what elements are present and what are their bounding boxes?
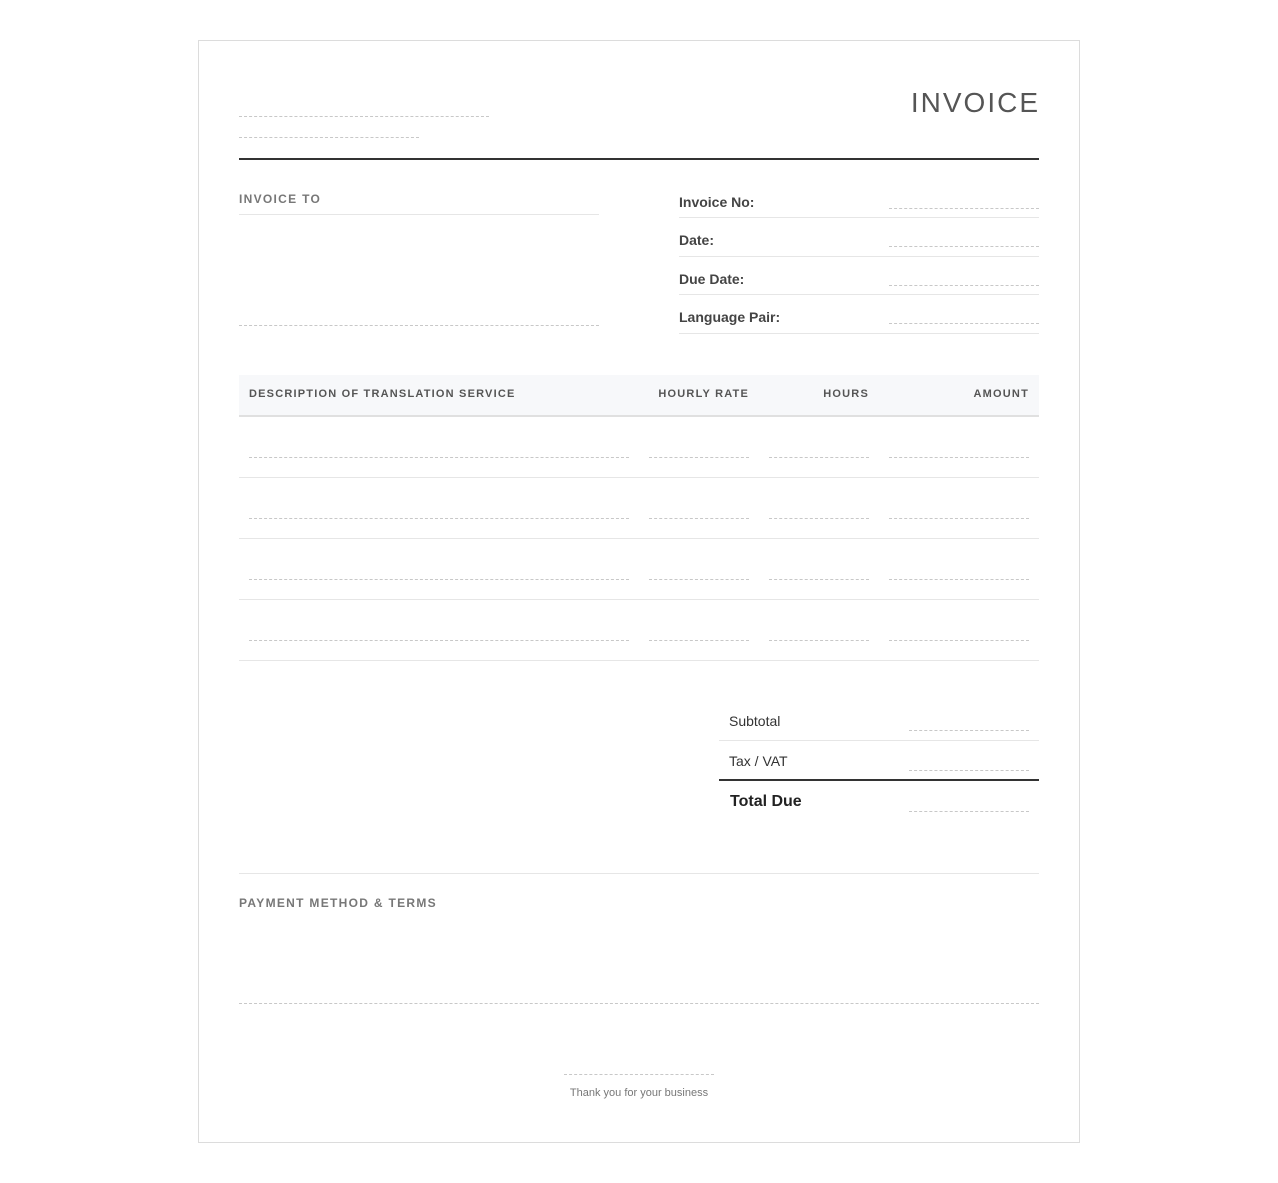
hours-cell[interactable] bbox=[769, 518, 869, 519]
description-cell[interactable] bbox=[249, 579, 629, 580]
company-address-line[interactable] bbox=[239, 137, 419, 138]
amount-cell[interactable] bbox=[889, 457, 1029, 458]
hours-cell[interactable] bbox=[769, 457, 869, 458]
hourly-rate-cell[interactable] bbox=[649, 579, 749, 580]
total-due-field[interactable] bbox=[909, 811, 1029, 812]
total-due-label: Total Due bbox=[730, 793, 802, 810]
date-field[interactable] bbox=[889, 246, 1039, 247]
amount-cell[interactable] bbox=[889, 518, 1029, 519]
column-header-description: DESCRIPTION OF TRANSLATION SERVICE bbox=[249, 388, 516, 400]
meta-row-divider bbox=[679, 294, 1039, 295]
description-cell[interactable] bbox=[249, 457, 629, 458]
total-divider bbox=[719, 779, 1039, 781]
thank-you-note: Thank you for your business bbox=[569, 1087, 709, 1099]
table-row-divider bbox=[239, 660, 1039, 661]
invoice-to-address-line[interactable] bbox=[239, 325, 599, 326]
invoice-no-label: Invoice No: bbox=[679, 194, 755, 210]
invoice-page bbox=[198, 40, 1080, 1143]
hourly-rate-cell[interactable] bbox=[649, 640, 749, 641]
column-header-amount: AMOUNT bbox=[973, 388, 1029, 400]
payment-terms-field[interactable] bbox=[239, 1003, 1039, 1004]
meta-row-divider bbox=[679, 256, 1039, 257]
page-title: INVOICE bbox=[910, 87, 1040, 118]
hours-cell[interactable] bbox=[769, 579, 869, 580]
hourly-rate-cell[interactable] bbox=[649, 518, 749, 519]
payment-terms-label: PAYMENT METHOD & TERMS bbox=[239, 896, 437, 910]
meta-row-divider bbox=[679, 333, 1039, 334]
subtotal-field[interactable] bbox=[909, 730, 1029, 731]
header-divider bbox=[239, 158, 1039, 160]
table-row-divider bbox=[239, 538, 1039, 539]
hourly-rate-cell[interactable] bbox=[649, 457, 749, 458]
table-row-divider bbox=[239, 477, 1039, 478]
due-date-label: Due Date: bbox=[679, 271, 745, 287]
payment-section-divider bbox=[239, 873, 1039, 874]
language-pair-field[interactable] bbox=[889, 323, 1039, 324]
column-header-hourly-rate: HOURLY RATE bbox=[658, 388, 749, 400]
invoice-to-label: INVOICE TO bbox=[239, 192, 322, 206]
description-cell[interactable] bbox=[249, 640, 629, 641]
amount-cell[interactable] bbox=[889, 640, 1029, 641]
amount-cell[interactable] bbox=[889, 579, 1029, 580]
meta-row-divider bbox=[679, 217, 1039, 218]
subtotal-label: Subtotal bbox=[729, 713, 781, 729]
column-header-hours: HOURS bbox=[823, 388, 869, 400]
hours-cell[interactable] bbox=[769, 640, 869, 641]
language-pair-label: Language Pair: bbox=[679, 309, 781, 325]
company-name-line[interactable] bbox=[239, 116, 489, 117]
invoice-no-field[interactable] bbox=[889, 208, 1039, 209]
invoice-to-underline bbox=[239, 214, 599, 215]
tax-vat-field[interactable] bbox=[909, 770, 1029, 771]
table-row-divider bbox=[239, 599, 1039, 600]
date-label: Date: bbox=[679, 232, 715, 248]
signature-line[interactable] bbox=[564, 1074, 714, 1075]
totals-divider bbox=[719, 740, 1039, 741]
due-date-field[interactable] bbox=[889, 285, 1039, 286]
description-cell[interactable] bbox=[249, 518, 629, 519]
tax-vat-label: Tax / VAT bbox=[729, 753, 788, 769]
